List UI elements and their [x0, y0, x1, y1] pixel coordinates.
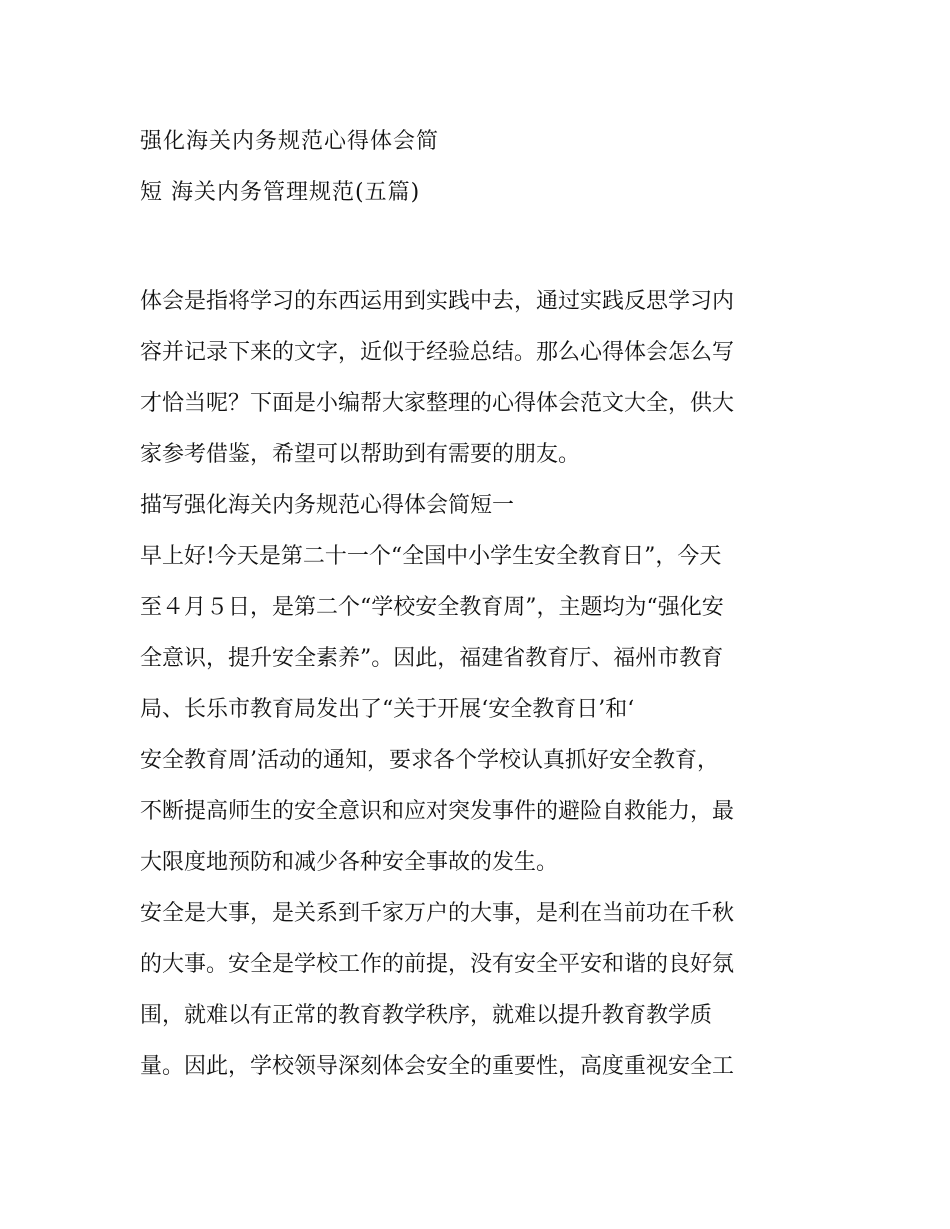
- body-line: 至４月５日，是第二个“学校安全教育周”，主题均为“强化安: [140, 595, 724, 620]
- title-line: 强化海关内务规范心得体会简: [140, 129, 440, 154]
- body-line: 安全教育周’活动的通知，要求各个学校认真抓好安全教育，: [140, 748, 719, 773]
- body-line: 的大事。安全是学校工作的前提，没有安全平安和谐的良好氛: [140, 952, 735, 977]
- body-line: 围，就难以有正常的教育教学秩序，就难以提升教育教学质: [140, 1003, 713, 1028]
- body-line: 全意识，提升安全素养”。因此，福建省教育厅、福州市教育: [140, 646, 724, 671]
- body-line: 才恰当呢？下面是小编帮大家整理的心得体会范文大全，供大: [140, 391, 735, 416]
- body-line: 局、长乐市教育局发出了“关于开展‘安全教育日’和‘: [140, 697, 635, 722]
- body-line: 量。因此，学校领导深刻体会安全的重要性，高度重视安全工: [140, 1054, 735, 1079]
- body-line: 大限度地预防和减少各种安全事故的发生。: [140, 850, 559, 875]
- document-title: [140, 116, 830, 218]
- body-line: 容并记录下来的文字，近似于经验总结。那么心得体会怎么写: [140, 340, 735, 365]
- body-line: 体会是指将学习的东西运用到实践中去，通过实践反思学习内: [140, 289, 735, 314]
- title-line: 短 海关内务管理规范(五篇): [140, 180, 421, 205]
- body-line: 早上好!今天是第二十一个“全国中小学生安全教育日”，今天: [140, 544, 722, 569]
- section-heading: 描写强化海关内务规范心得体会简短一: [140, 493, 515, 518]
- body-line: 家参考借鉴，希望可以帮助到有需要的朋友。: [140, 442, 581, 467]
- body-line: 不断提高师生的安全意识和应对突发事件的避险自救能力，最: [140, 799, 735, 824]
- body-line: 安全是大事，是关系到千家万户的大事，是利在当前功在千秋: [140, 901, 735, 926]
- document-body: [140, 276, 830, 1092]
